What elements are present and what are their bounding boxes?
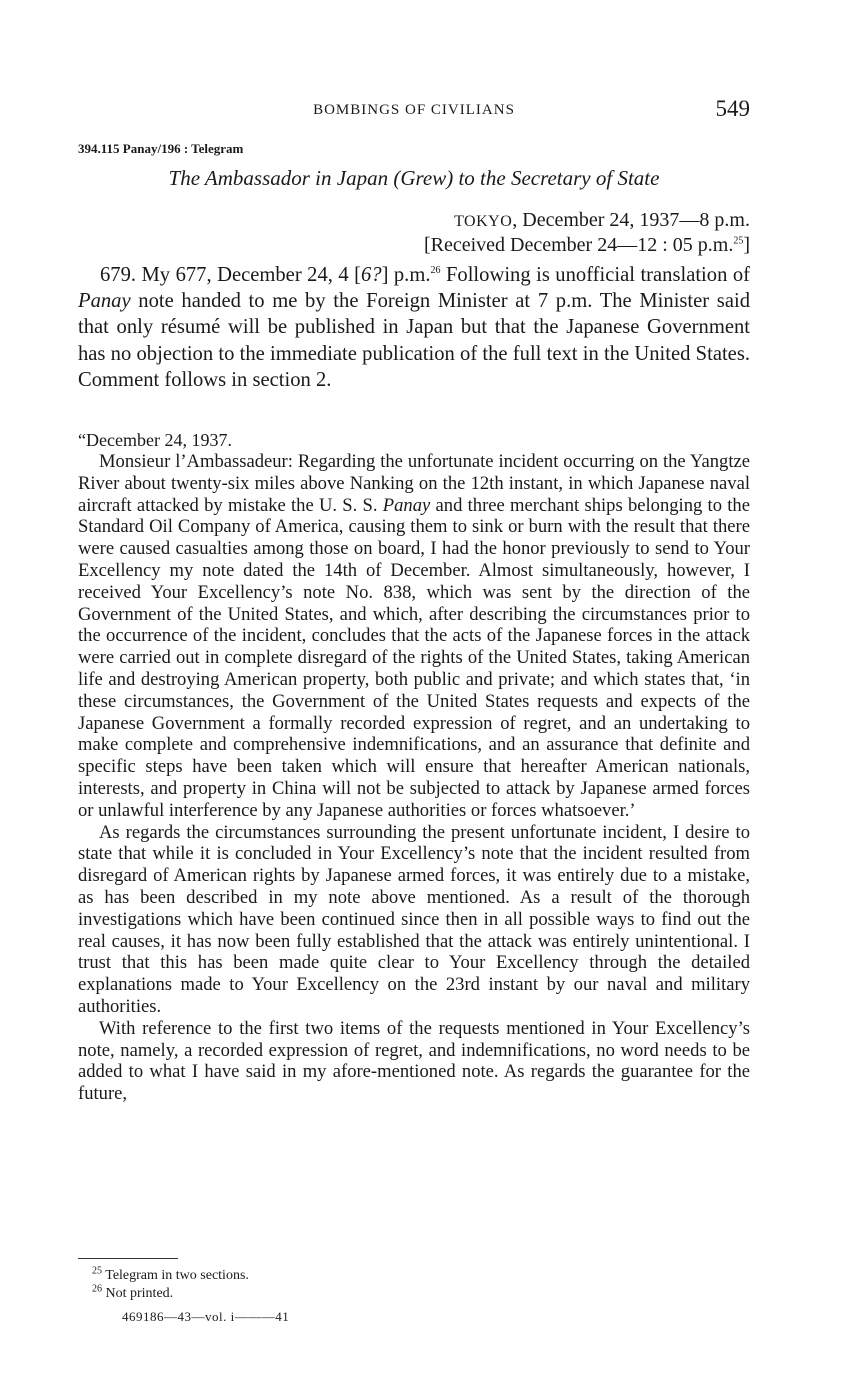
footnote-mark: 25 <box>92 1265 102 1277</box>
letter-body <box>78 451 750 1105</box>
letter-paragraph-2: As regards the circumstances surrounding the present unfortunate incident, I desire to state that while it is concluded in Your Excellency’s note that the incident resulted from disregard of American rights by Japanese armed forces, it was entirely due to a mistake, as has been described in my note above mentioned. As a result of the thorough investigations which have been continued since then in all possible ways to find out the real causes, it has now been fully established that the attack was entirely unintentional. I trust that this has been made quite clear to Your Excellency through the detailed explanations made to Your Excellency on the 23rd instant by our naval and military authorities. <box>78 821 750 1017</box>
telegram-intro <box>78 262 750 393</box>
footnote-26 <box>92 1283 174 1302</box>
print-code: 469186—43—vol. i———41 <box>122 1309 290 1324</box>
intro-part-4: note handed to me by the Foreign Minister at 7 p.m. The Minister said that only résumé will be published in Japan but that the Japanese Government has no objection to the immediate publication of the full text in the United States. Comment follows in section 2. <box>78 290 750 391</box>
running-head <box>78 98 750 124</box>
dateline-received-time: [Received December 24—12 : 05 p.m. <box>423 234 734 256</box>
letter-paragraph-1 <box>78 451 750 822</box>
letter-date: “December 24, 1937. <box>78 430 232 450</box>
footnote-25 <box>92 1265 249 1284</box>
file-reference: 394.115 Panay/196 : Telegram <box>78 141 244 156</box>
footnote-text: Telegram in two sections. <box>102 1268 249 1283</box>
page-number: 549 <box>715 96 750 121</box>
dateline-received <box>78 234 750 257</box>
dateline-sent-time: , December 24, 1937—8 p.m. <box>512 209 750 231</box>
footnote-text: Not printed. <box>102 1286 174 1301</box>
dateline-received-close: ] <box>743 234 750 256</box>
footnote-ref-25: 25 <box>733 235 744 247</box>
intro-part-1: 679. My 677, December 24, 4 [ <box>100 264 361 286</box>
letter-paragraph-1-b: and three merchant ships belonging to the Standard Oil Company of America, causing them to sink or burn with the result that there were caused casualties among those on board, I had the honor previously to send to Your Excellency my note dated the 14th of December. Almost simultaneously, however, I received Your Excellency’s note No. 838, which was sent by the direction of the Government of the United States, and which, after describing the circumstances prior to the occurrence of the incident, concludes that the acts of the Japanese forces in the attack were carried out in complete disregard of the rights of the United States, taking American life and destroying American property, both public and private; and which states that, ‘in these circumstances, the Government of the United States requests and expects of the Japanese Government a formally recorded expression of regret, and an undertaking to make complete and comprehensive indemnifications, and an assurance that definite and specific steps have been taken which will ensure that hereafter American nationals, interests, and property in China will not be subjected to attack by Japanese armed forces or unlawful interference by any Japanese authorities or forces whatsoever.’ <box>78 494 750 821</box>
letter-vessel-name: Panay <box>382 494 431 516</box>
intro-part-3: Following is unofficial translation of <box>440 264 750 286</box>
dateline-sent <box>78 209 750 232</box>
footnote-ref-26: 26 <box>430 265 441 277</box>
footnote-rule <box>78 1258 178 1259</box>
document-title: The Ambassador in Japan (Grew) to the Secretary of State <box>168 166 660 190</box>
footnote-mark: 26 <box>92 1283 102 1295</box>
intro-vessel-name: Panay <box>78 290 131 313</box>
running-title: BOMBINGS OF CIVILIANS <box>313 102 515 118</box>
letter-paragraph-3: With reference to the first two items of the requests mentioned in Your Excellency’s note, namely, a recorded expression of regret, and indemnifications, no word needs to be added to what I have said in my afore-mentioned note. As regards the guarantee for the future, <box>78 1017 750 1105</box>
letter-paragraph-1-a: Monsieur l’Ambassadeur: Regarding the unfortunate incident occurring on the Yangtze River about twenty-six miles above Nanking on the 12th instant, in which Japanese naval aircraft attacked by mistake the U. S. S. <box>78 451 750 516</box>
intro-part-2: ] p.m. <box>381 264 431 286</box>
intro-uncertain-hour: 6? <box>360 264 382 286</box>
dateline-place: TOKYO <box>454 213 513 230</box>
